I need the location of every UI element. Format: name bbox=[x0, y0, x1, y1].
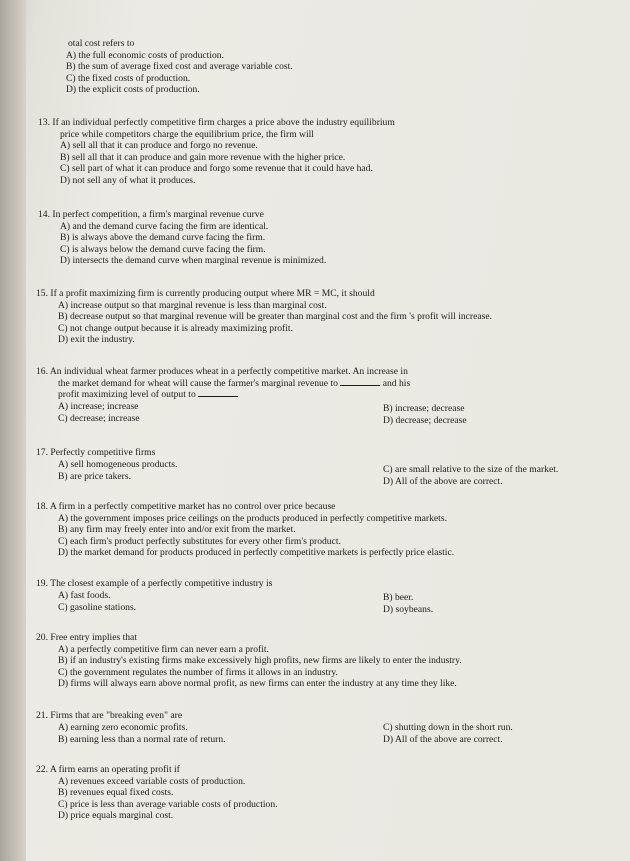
question-13-option-b: B) sell all that it can produce and gain more revenue with the higher price. bbox=[60, 151, 346, 163]
question-16-option-c: C) decrease; increase bbox=[58, 412, 140, 424]
question-16-stem-line3-text: profit maximizing level of output to bbox=[58, 389, 196, 401]
question-21-option-d: D) All of the above are correct. bbox=[383, 733, 503, 745]
question-17-option-b: B) are price takers. bbox=[58, 470, 131, 482]
question-20 bbox=[36, 632, 462, 690]
question-18-option-d: D) the market demand for products produced in perfectly competitive markets is perfectly price elastic. bbox=[58, 547, 455, 559]
question-15-option-a: A) increase output so that marginal revenue is less than marginal cost. bbox=[58, 299, 327, 311]
question-21-options bbox=[36, 722, 596, 746]
question-18-option-b: B) any firm may freely enter into and/or exit from the market. bbox=[58, 524, 296, 536]
question-12-stem: otal cost refers to bbox=[68, 38, 135, 49]
question-22-stem: 22. A firm earns an operating profit if bbox=[36, 764, 180, 775]
question-20-option-d: D) firms will always earn above normal profit, as new firms can enter the industry at any time they like. bbox=[58, 678, 457, 690]
question-12-option-b: B) the sum of average fixed cost and average variable cost. bbox=[66, 61, 293, 73]
question-20-option-b: B) if an industry's existing firms make excessively high profits, new firms are likely to enter the industry. bbox=[58, 655, 462, 667]
question-20-option-a: A) a perfectly competitive firm can never earn a profit. bbox=[58, 643, 269, 655]
question-19-option-d: D) soybeans. bbox=[383, 603, 434, 615]
question-16-stem-line2-a: the market demand for wheat will cause the farmer's marginal revenue to bbox=[58, 377, 338, 389]
question-12 bbox=[66, 38, 293, 96]
question-12-option-d: D) the explicit costs of production. bbox=[66, 84, 200, 96]
question-18-option-a: A) the government imposes price ceilings on the products produced in perfectly competitive markets. bbox=[58, 512, 447, 524]
question-12-option-a: A) the full economic costs of production. bbox=[66, 49, 224, 61]
question-13-stem-line1: 13. If an individual perfectly competitive firm charges a price above the industry equilibrium bbox=[38, 117, 395, 128]
question-22 bbox=[36, 764, 278, 822]
question-17-option-c: C) are small relative to the size of the market. bbox=[383, 463, 559, 475]
question-17 bbox=[36, 447, 596, 487]
question-14-option-b: B) is always above the demand curve facing the firm. bbox=[60, 232, 266, 244]
question-16-option-d: D) decrease; decrease bbox=[383, 414, 467, 426]
question-18-option-c: C) each firm's product perfectly substitutes for every other firm's product. bbox=[58, 535, 341, 547]
question-12-option-c: C) the fixed costs of production. bbox=[66, 72, 191, 84]
question-19-option-b: B) beer. bbox=[383, 591, 414, 603]
question-17-stem: 17. Perfectly competitive firms bbox=[36, 447, 156, 458]
question-13-option-d: D) not sell any of what it produces. bbox=[60, 174, 196, 186]
question-21-option-c: C) shutting down in the short run. bbox=[383, 721, 513, 733]
question-19-option-a: A) fast foods. bbox=[58, 589, 111, 601]
answer-blank-1 bbox=[340, 378, 380, 386]
question-16-stem-line2 bbox=[36, 378, 596, 390]
question-14-stem: 14. In perfect competition, a firm's marginal revenue curve bbox=[38, 209, 264, 220]
answer-blank-2 bbox=[198, 389, 238, 397]
question-21-stem: 21. Firms that are "breaking even" are bbox=[36, 710, 183, 721]
question-17-option-d: D) All of the above are correct. bbox=[383, 475, 503, 487]
question-14-option-d: D) intersects the demand curve when marginal revenue is minimized. bbox=[60, 255, 327, 267]
question-20-stem: 20. Free entry implies that bbox=[36, 632, 137, 643]
question-15-option-c: C) not change output because it is already maximizing profit. bbox=[58, 322, 293, 334]
question-13-option-c: C) sell part of what it can produce and forgo some revenue that it could have had. bbox=[60, 163, 373, 175]
question-22-option-c: C) price is less than average variable costs of production. bbox=[58, 798, 278, 810]
question-14-option-c: C) is always below the demand curve facing the firm. bbox=[60, 243, 266, 255]
question-16-option-a: A) increase; increase bbox=[58, 400, 139, 412]
question-16 bbox=[36, 366, 596, 425]
question-21-option-a: A) earning zero economic profits. bbox=[58, 721, 188, 733]
question-16-stem-line2-b: and his bbox=[382, 377, 411, 389]
question-22-option-b: B) revenues equal fixed costs. bbox=[58, 787, 174, 799]
question-20-option-c: C) the government regulates the number of firms it allows in an industry. bbox=[58, 666, 338, 678]
question-22-option-d: D) price equals marginal cost. bbox=[58, 810, 174, 822]
question-18 bbox=[36, 501, 454, 559]
question-15-stem: 15. If a profit maximizing firm is currently producing output where MR = MC, it should bbox=[36, 288, 375, 299]
question-15 bbox=[36, 288, 492, 346]
question-18-stem: 18. A firm in a perfectly competitive market has no control over price because bbox=[36, 501, 336, 512]
question-16-stem-line1: 16. An individual wheat farmer produces wheat in a perfectly competitive market. An increase in bbox=[36, 366, 408, 377]
question-13 bbox=[38, 117, 395, 187]
question-17-options bbox=[36, 458, 596, 487]
question-16-stem-line3 bbox=[36, 389, 596, 401]
question-15-option-b: B) decrease output so that marginal revenue will be greater than marginal cost and the firm 's profit will increase. bbox=[58, 311, 493, 323]
question-21 bbox=[36, 710, 596, 746]
question-16-option-b: B) increase; decrease bbox=[383, 402, 465, 414]
question-13-option-a: A) sell all that it can produce and forgo no revenue. bbox=[60, 140, 258, 152]
question-19-options bbox=[36, 590, 596, 614]
question-19 bbox=[36, 578, 596, 614]
question-17-option-a: A) sell homogeneous products. bbox=[58, 458, 178, 470]
question-13-stem-line2: price while competitors charge the equilibrium price, the firm will bbox=[60, 128, 314, 140]
question-14-option-a: A) and the demand curve facing the firm are identical. bbox=[60, 220, 269, 232]
question-19-stem: 19. The closest example of a perfectly competitive industry is bbox=[36, 578, 273, 589]
question-15-option-d: D) exit the industry. bbox=[58, 334, 135, 346]
question-14 bbox=[38, 209, 326, 267]
question-22-option-a: A) revenues exceed variable costs of production. bbox=[58, 775, 246, 787]
question-21-option-b: B) earning less than a normal rate of return. bbox=[58, 733, 226, 745]
question-16-options bbox=[36, 401, 596, 425]
question-19-option-c: C) gasoline stations. bbox=[58, 601, 137, 613]
